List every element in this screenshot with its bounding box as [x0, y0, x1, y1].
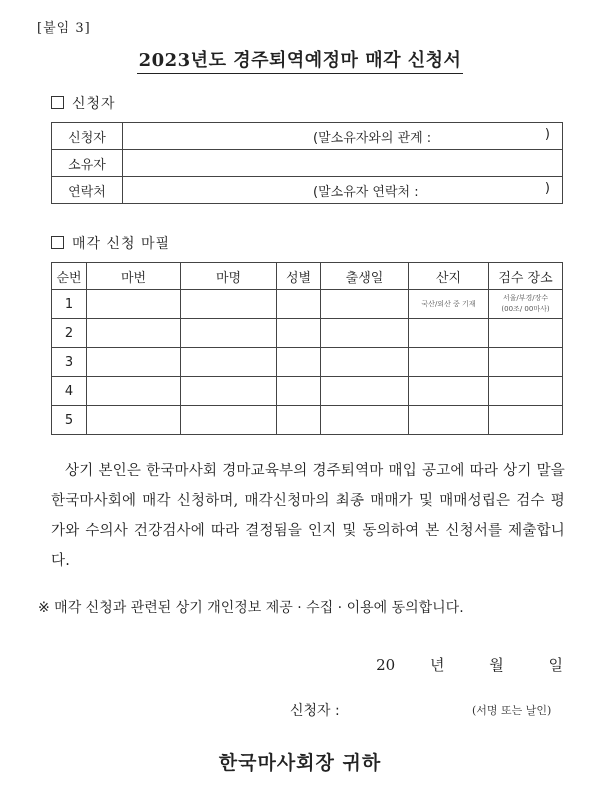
cell-inspection-place[interactable]	[489, 319, 563, 348]
place-hint-line2: (00조/ 00마사)	[501, 305, 550, 313]
contact-label: 연락처	[52, 177, 123, 204]
cell-inspection-place[interactable]	[489, 377, 563, 406]
cell-birthdate[interactable]	[321, 377, 409, 406]
contact-field[interactable]	[123, 177, 563, 204]
cell-sex[interactable]	[277, 406, 321, 435]
applicant-field[interactable]	[123, 123, 563, 150]
date-day-unit: 일	[548, 656, 563, 674]
attachment-label: [붙임 3]	[37, 21, 91, 36]
cell-inspection-place[interactable]	[489, 290, 563, 319]
owner-label: 소유자	[52, 150, 123, 177]
cell-horse-number[interactable]	[87, 290, 181, 319]
row-number: 1	[52, 290, 87, 319]
cell-horse-name[interactable]	[181, 377, 277, 406]
section-applicant-heading: 신청자	[51, 93, 116, 113]
col-header-horse-number: 마번	[87, 263, 181, 290]
date-month-unit: 월	[489, 656, 504, 674]
owner-contact-close: )	[544, 181, 550, 196]
cell-horse-number[interactable]	[87, 377, 181, 406]
table-row	[52, 348, 563, 377]
table-row	[52, 150, 563, 177]
cell-horse-name[interactable]	[181, 348, 277, 377]
table-row	[52, 290, 563, 319]
table-row	[52, 377, 563, 406]
origin-hint: 국산/외산 중 기재	[421, 299, 476, 308]
table-header-row	[52, 263, 563, 290]
col-header-inspection-place: 검수 장소	[489, 263, 563, 290]
addressee: 한국마사회장 귀하	[218, 752, 382, 774]
col-header-birthdate: 출생일	[321, 263, 409, 290]
checkbox-square-icon	[51, 236, 64, 249]
signature-note: (서명 또는 날인)	[472, 704, 552, 717]
cell-origin[interactable]	[409, 290, 489, 319]
owner-contact-note: (말소유자 연락처 :	[313, 185, 419, 200]
cell-horse-number[interactable]	[87, 406, 181, 435]
cell-origin[interactable]	[409, 348, 489, 377]
cell-inspection-place[interactable]	[489, 406, 563, 435]
table-row	[52, 177, 563, 204]
relation-close: )	[544, 127, 550, 142]
table-row	[52, 123, 563, 150]
cell-birthdate[interactable]	[321, 348, 409, 377]
place-hint-line1: 서울/부경/장수	[502, 294, 549, 302]
row-number: 3	[52, 348, 87, 377]
date-year-unit: 년	[429, 656, 445, 674]
cell-inspection-place[interactable]	[489, 348, 563, 377]
document-title: 2023년도 경주퇴역예정마 매각 신청서	[137, 50, 464, 74]
cell-origin[interactable]	[409, 319, 489, 348]
cell-sex[interactable]	[277, 377, 321, 406]
date-line	[0, 654, 563, 675]
col-header-horse-name: 마명	[181, 263, 277, 290]
checkbox-square-icon	[51, 96, 64, 109]
row-number: 4	[52, 377, 87, 406]
document-title-wrap	[0, 46, 600, 72]
col-header-origin: 산지	[409, 263, 489, 290]
cell-horse-name[interactable]	[181, 290, 277, 319]
date-year[interactable]: 20	[376, 656, 396, 674]
cell-birthdate[interactable]	[321, 406, 409, 435]
table-row	[52, 319, 563, 348]
cell-horse-name[interactable]	[181, 406, 277, 435]
row-number: 5	[52, 406, 87, 435]
applicant-table	[51, 122, 563, 204]
cell-sex[interactable]	[277, 290, 321, 319]
cell-sex[interactable]	[277, 348, 321, 377]
row-number: 2	[52, 319, 87, 348]
cell-sex[interactable]	[277, 319, 321, 348]
cell-horse-number[interactable]	[87, 348, 181, 377]
declaration-paragraph: 상기 본인은 한국마사회 경마교육부의 경주퇴역마 매입 공고에 따라 상기 말을 한국마사회에 매각 신청하며, 매각신청마의 최종 매매가 및 매매성립은 검수 평가와 수의사 건강검사에 따라 결정됨을 인지 및 동의하여 본 신청서를 제출합니다.	[51, 463, 565, 569]
col-header-sex: 성별	[277, 263, 321, 290]
consent-statement: ※ 매각 신청과 관련된 상기 개인정보 제공 · 수집 · 이용에 동의합니다.	[38, 600, 464, 616]
horse-table	[51, 262, 563, 435]
relation-note: (말소유자와의 관계 :	[313, 131, 432, 146]
section-horse-heading: 매각 신청 마필	[51, 233, 170, 253]
table-row	[52, 406, 563, 435]
cell-horse-number[interactable]	[87, 319, 181, 348]
cell-origin[interactable]	[409, 406, 489, 435]
signature-label: 신청자 :	[290, 703, 340, 719]
cell-birthdate[interactable]	[321, 290, 409, 319]
applicant-label: 신청자	[52, 123, 123, 150]
col-header-number: 순번	[52, 263, 87, 290]
owner-field[interactable]	[123, 150, 563, 177]
cell-birthdate[interactable]	[321, 319, 409, 348]
cell-origin[interactable]	[409, 377, 489, 406]
cell-horse-name[interactable]	[181, 319, 277, 348]
